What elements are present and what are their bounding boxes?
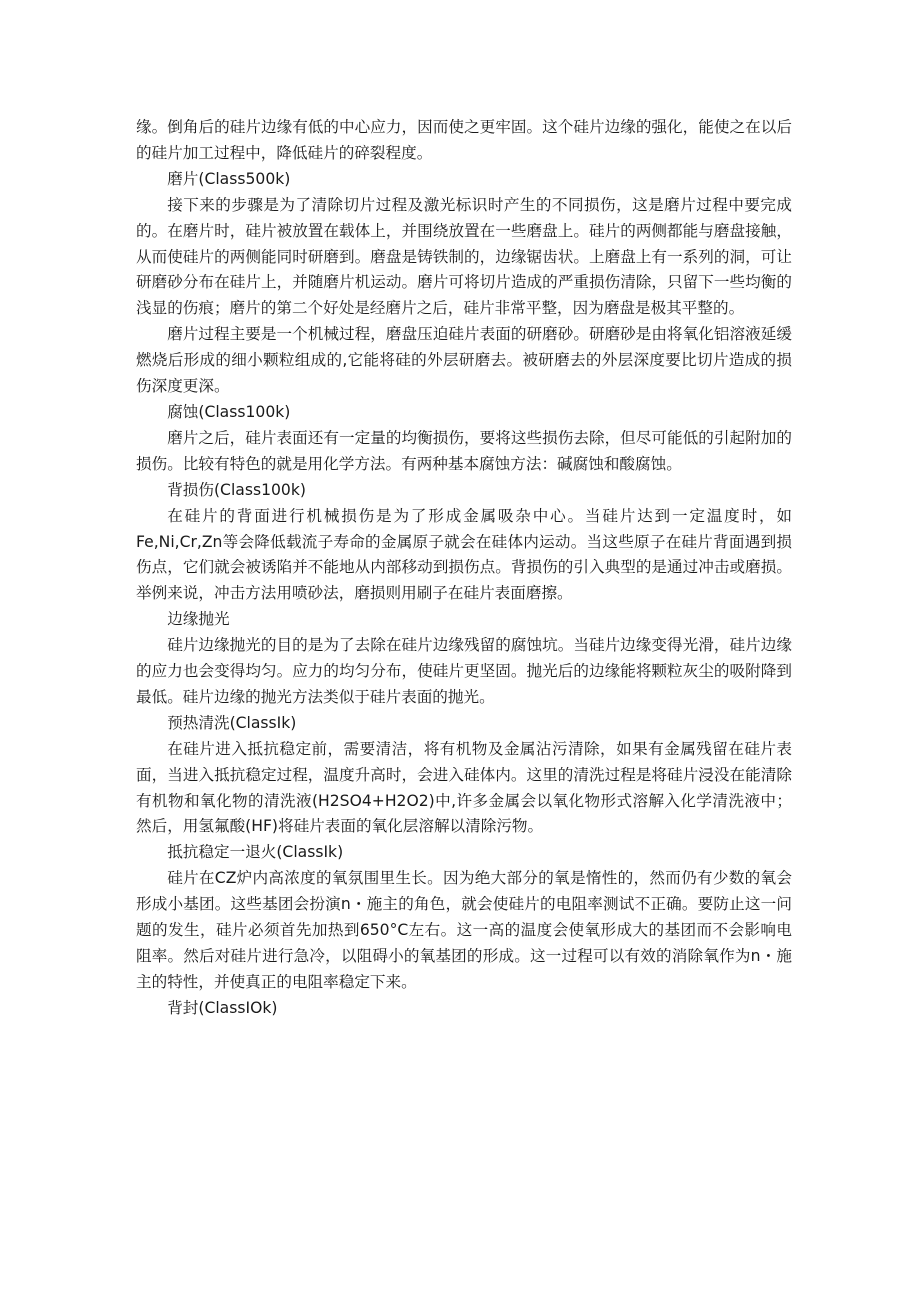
section-heading-grinding: 磨片(Class500k) (167, 169, 291, 188)
section-heading-anneal: 抵抗稳定一退火(ClassIk) (167, 843, 344, 862)
grinding-paragraph-1: 接下来的步骤是为了清除切片过程及激光标识时产生的不同损伤，这是磨片过程中要完成的。在磨片时，硅片被放置在载体上，并围绕放置在一些磨盘上。硅片的两侧都能与磨盘接触，从而使硅片的两侧能同时研磨到。磨盘是铸铁制的，边缘锯齿状。上磨盘上有一系列的洞，可让研磨砂分布在硅片上，并随磨片机运动。磨片可将切片造成的严重损伤清除，只留下一些均衡的浅显的伤痕；磨片的第二个好处是经磨片之后，硅片非常平整，因为磨盘是极其平整的。 (136, 195, 792, 318)
intro-continuation-paragraph: 缘。倒角后的硅片边缘有低的中心应力，因而使之更牢固。这个硅片边缘的强化，能使之在以后的硅片加工过程中，降低硅片的碎裂程度。 (136, 118, 792, 162)
pre-clean-paragraph: 在硅片进入抵抗稳定前，需要清洁，将有机物及金属沾污清除，如果有金属残留在硅片表面，当进入抵抗稳定过程，温度升高时，会进入硅体内。这里的清洗过程是将硅片浸没在能清除有机物和氧化物的清洗液(H2SO4+H2O2)中,许多金属会以氧化物形式溶解入化学清洗液中；然后，用氢氟酸(HF)将硅片表面的氧化层溶解以清除污物。 (136, 739, 792, 836)
etching-paragraph: 磨片之后，硅片表面还有一定量的均衡损伤，要将这些损伤去除，但尽可能低的引起附加的损伤。比较有特色的就是用化学方法。有两种基本腐蚀方法：碱腐蚀和酸腐蚀。 (136, 428, 792, 473)
anneal-paragraph: 硅片在CZ炉内高浓度的氧氛围里生长。因为绝大部分的氧是惰性的，然而仍有少数的氧会形成小基团。这些基团会扮演n・施主的角色，就会使硅片的电阻率测试不正确。要防止这一问题的发生，硅片必须首先加热到650°C左右。这一高的温度会使氧形成大的基团而不会影响电阻率。然后对硅片进行急冷，以阻碍小的氧基团的形成。这一过程可以有效的消除氧作为n・施主的特性，并使真正的电阻率稳定下来。 (136, 869, 792, 991)
document-body (136, 115, 792, 1022)
section-heading-backside-damage: 背损伤(Class100k) (167, 480, 306, 499)
section-heading-pre-clean: 预热清洗(ClassIk) (167, 713, 297, 732)
section-heading-etching: 腐蚀(Class100k) (167, 402, 291, 421)
edge-polishing-paragraph: 硅片边缘抛光的目的是为了去除在硅片边缘残留的腐蚀坑。当硅片边缘变得光滑，硅片边缘的应力也会变得均匀。应力的均匀分布，使硅片更坚固。抛光后的边缘能将颗粒灰尘的吸附降到最低。硅片边缘的抛光方法类似于硅片表面的抛光。 (136, 636, 792, 706)
backside-damage-paragraph: 在硅片的背面进行机械损伤是为了形成金属吸杂中心。当硅片达到一定温度时，如Fe,Ni,Cr,Zn等会降低载流子寿命的金属原子就会在硅体内运动。当这些原子在硅片背面遇到损伤点，它们就会被诱陷并不能地从内部移动到损伤点。背损伤的引入典型的是通过冲击或磨损。举例来说，冲击方法用喷砂法，磨损则用刷子在硅片表面磨擦。 (136, 506, 792, 603)
grinding-paragraph-2: 磨片过程主要是一个机械过程，磨盘压迫硅片表面的研磨砂。研磨砂是由将氧化铝溶液延缓燃烧后形成的细小颗粒组成的,它能将硅的外层研磨去。被研磨去的外层深度要比切片造成的损伤深度更深。 (136, 325, 792, 396)
section-heading-back-seal: 背封(ClassIOk) (167, 998, 278, 1017)
section-heading-edge-polishing: 边缘抛光 (167, 610, 230, 629)
